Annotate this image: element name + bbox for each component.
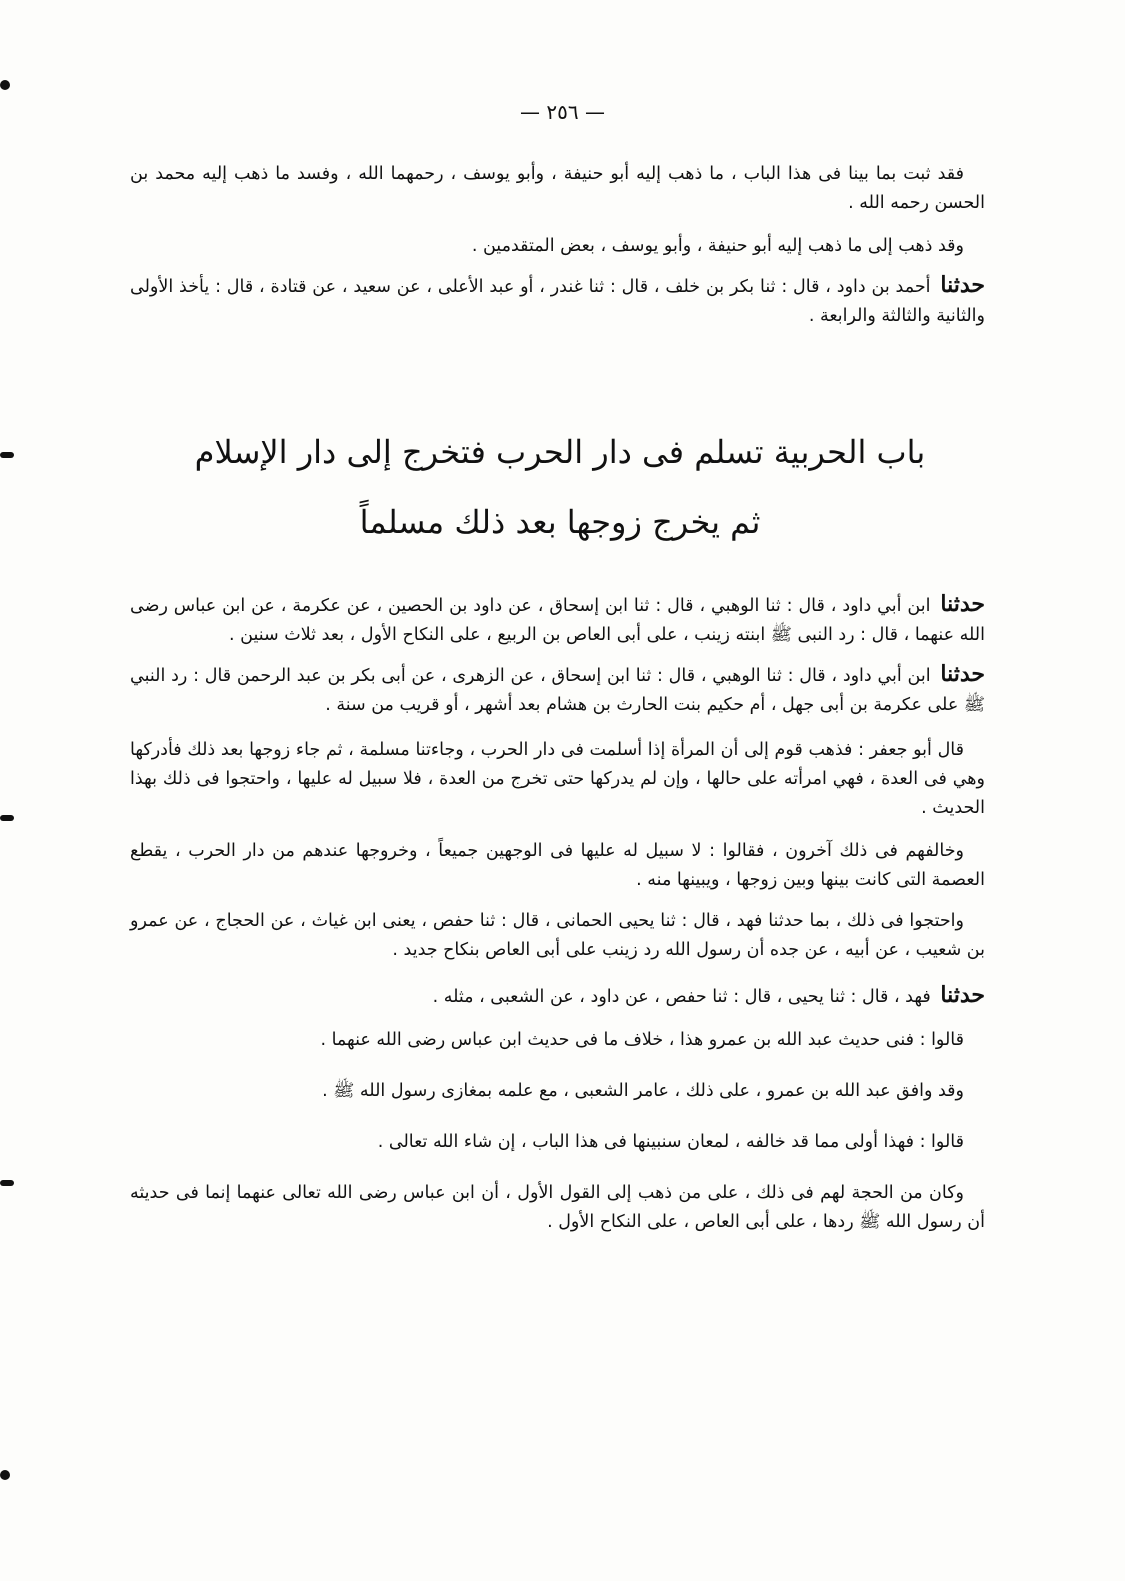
margin-mark <box>0 815 14 821</box>
hadith-lead: حدثنا <box>940 591 985 617</box>
chapter-title-line-1: باب الحربية تسلم فى دار الحرب فتخرج إلى دار الإسلام <box>194 433 926 471</box>
paragraph <box>130 981 985 1012</box>
paragraph-text: ابن أبي داود ، قال : ثنا الوهبي ، قال : ثنا ابن إسحاق ، عن الزهرى ، عن أبى بكر بن عبد الرحمن قال : رد النبي ﷺ على عكرمة بن أبى جهل ، أم حكيم بنت الحارث بن هشام بعد أشهر ، أو قريب من سنة . <box>130 666 985 715</box>
paragraph: قالوا : فنى حديث عبد الله بن عمرو هذا ، خلاف ما فى حديث ابن عباس رضى الله عنهما . <box>320 1030 964 1050</box>
page-number: — ٢٥٦ — <box>520 100 605 124</box>
main-text-block <box>130 590 985 1237</box>
paragraph: وقد ذهب إلى ما ذهب إليه أبو حنيفة ، وأبو يوسف ، بعض المتقدمين . <box>471 236 964 256</box>
paragraph: وقد وافق عبد الله بن عمرو ، على ذلك ، عامر الشعبى ، مع علمه بمغازى رسول الله ﷺ . <box>322 1081 964 1101</box>
paragraph: واحتجوا فى ذلك ، بما حدثنا فهد ، قال : ثنا يحيى الحمانى ، قال : ثنا حفص ، يعنى ابن غياث ، عن الحجاج ، عن عمرو بن شعيب ، عن أبيه ، عن جده أن رسول الله رد زينب على أبى العاص بنكاح جديد . <box>130 911 985 960</box>
paragraph: قال أبو جعفر : فذهب قوم إلى أن المرأة إذا أسلمت فى دار الحرب ، وجاءتنا مسلمة ، ثم جاء زوجها بعد ذلك فأدركها وهي فى العدة ، فهي امرأته على حالها ، وإن لم يدركها حتى تخرج من العدة ، فلا سبيل له عليها ، واحتجوا فى ذلك بهذا الحديث . <box>130 740 985 818</box>
margin-mark <box>0 80 10 90</box>
paragraph <box>130 271 985 331</box>
paragraph <box>130 660 985 720</box>
paragraph: فقد ثبت بما بينا فى هذا الباب ، ما ذهب إليه أبو حنيفة ، وأبو يوسف ، رحمهما الله ، وفسد ما ذهب إليه محمد بن الحسن رحمه الله . <box>130 164 985 213</box>
margin-mark <box>0 1180 14 1186</box>
paragraph: وخالفهم فى ذلك آخرون ، فقالوا : لا سبيل له عليها فى الوجهين جميعاً ، وخروجها عندهم من دار الحرب ، يقطع العصمة التى كانت بينها وبين زوجها ، ويبينها منه . <box>130 841 985 890</box>
chapter-title-line-2: ثم يخرج زوجها بعد ذلك مسلماً <box>359 503 761 541</box>
paragraph: وكان من الحجة لهم فى ذلك ، على من ذهب إلى القول الأول ، أن ابن عباس رضى الله تعالى عنهما إنما فى حديثه أن رسول الله ﷺ ردها ، على أبى العاص ، على النكاح الأول . <box>130 1183 985 1232</box>
chapter-title <box>175 432 945 542</box>
hadith-lead: حدثنا <box>940 982 985 1008</box>
hadith-lead: حدثنا <box>940 272 985 298</box>
paragraph: قالوا : فهذا أولى مما قد خالفه ، لمعان سنبينها فى هذا الباب ، إن شاء الله تعالى . <box>377 1132 964 1152</box>
top-text-block <box>130 160 985 331</box>
paragraph-text: ابن أبي داود ، قال : ثنا الوهبي ، قال : ثنا ابن إسحاق ، عن داود بن الحصين ، عن عكرمة ، عن ابن عباس رضى الله عنهما ، قال : رد النبى ﷺ ابنته زينب ، على أبى العاص بن الربيع ، على النكاح الأول ، بعد ثلاث سنين . <box>130 596 985 645</box>
paragraph <box>130 590 985 650</box>
margin-mark <box>0 452 14 458</box>
margin-mark <box>0 1470 10 1480</box>
hadith-lead: حدثنا <box>940 661 985 687</box>
paragraph-text: أحمد بن داود ، قال : ثنا بكر بن خلف ، قال : ثنا غندر ، أو عبد الأعلى ، عن سعيد ، عن قتادة ، قال : يأخذ الأولى والثانية والثالثة والرابعة . <box>130 277 985 326</box>
paragraph-text: فهد ، قال : ثنا يحيى ، قال : ثنا حفص ، عن داود ، عن الشعبى ، مثله . <box>432 987 931 1007</box>
